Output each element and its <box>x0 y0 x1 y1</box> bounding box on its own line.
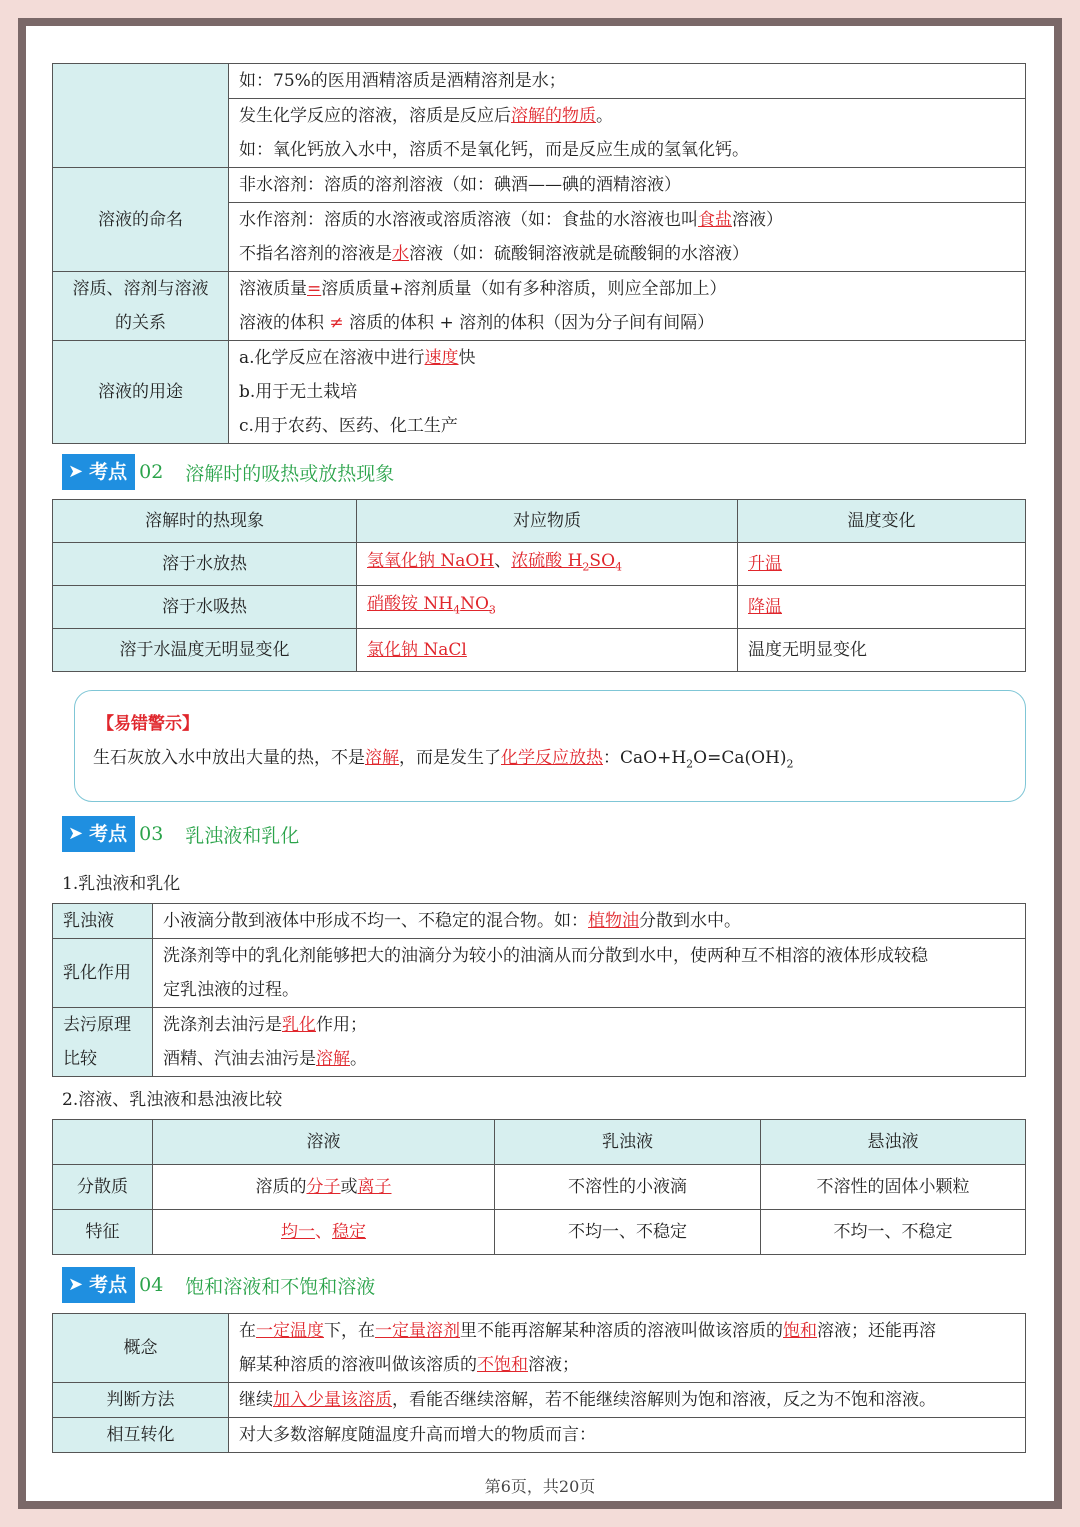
definition-cell: 小液滴分散到液体中形成不均一、不稳定的混合物。如：植物油分散到水中。 <box>153 904 1026 939</box>
row-label: 溶于水温度无明显变化 <box>53 629 357 672</box>
definition-cell: 继续加入少量该溶质，看能否继续溶解，若不能继续溶解则为饱和溶液，反之为不饱和溶液。 <box>229 1383 1026 1418</box>
row-text: a.化学反应在溶液中进行速度快 <box>239 348 476 368</box>
warning-text: 生石灰放入水中放出大量的热，不是溶解，而是发生了化学反应放热：$CaO+H_2O=Ca(OH)_2$ <box>93 748 794 771</box>
section-03-heading <box>62 816 299 852</box>
row-label: 相互转化 <box>53 1418 229 1453</box>
use-cell <box>229 341 1026 444</box>
saturation-table <box>52 1313 1026 1453</box>
row-label: 判断方法 <box>53 1383 229 1418</box>
row-label: 特征 <box>53 1210 153 1255</box>
blank-label-cell <box>53 64 229 168</box>
section-tag: ➤ 考点 <box>62 1267 135 1303</box>
page-number: 第6页，共20页 <box>484 1477 596 1496</box>
document-page <box>26 26 1054 1501</box>
table-cell: 溶质的分子或离子 <box>153 1165 495 1210</box>
subheading: 2.溶液、乳浊液和悬浊液比较 <box>62 1090 283 1110</box>
column-header: 对应物质 <box>357 500 738 543</box>
row-label: 溶于水放热 <box>53 543 357 586</box>
relation-cell <box>229 272 1026 341</box>
naming-cell <box>229 168 1026 272</box>
row-text: 如：氧化钙放入水中，溶质不是氧化钙，而是反应生成的氢氧化钙。 <box>239 140 749 160</box>
naming-label: 溶液的命名 <box>53 168 229 272</box>
row-text: 溶液的体积 ≠ 溶质的体积 + 溶剂的体积（因为分子间有间隔） <box>239 313 715 333</box>
row-text: c.用于农药、医药、化工生产 <box>239 416 458 436</box>
row-text: 发生化学反应的溶液，溶质是反应后溶解的物质。 <box>239 106 613 126</box>
table-cell: 均一、稳定 <box>153 1210 495 1255</box>
section-title: 饱和溶液和不饱和溶液 <box>185 1275 376 1298</box>
column-header <box>53 1120 153 1165</box>
section-number: 03 <box>139 823 164 845</box>
section-number: 02 <box>139 461 164 483</box>
row-text: 不指名溶剂的溶液是水溶液（如：硫酸铜溶液就是硫酸铜的水溶液） <box>239 244 749 264</box>
definition-cell: 洗涤剂去油污是乳化作用； 酒精、汽油去油污是溶解。 <box>153 1008 1026 1077</box>
section-title: 乳浊液和乳化 <box>185 824 300 847</box>
warning-box <box>74 690 1026 802</box>
section-04-heading <box>62 1267 375 1303</box>
use-label: 溶液的用途 <box>53 341 229 444</box>
row-label: 概念 <box>53 1314 229 1383</box>
heat-table <box>52 499 1026 672</box>
row-text: 如：75%的医用酒精溶质是酒精溶剂是水； <box>229 64 1025 99</box>
comparison-table <box>52 1119 1026 1255</box>
column-header: 溶解时的热现象 <box>53 500 357 543</box>
temp-cell: 升温 <box>738 543 1026 586</box>
temp-cell: 温度无明显变化 <box>738 629 1026 672</box>
column-header: 温度变化 <box>738 500 1026 543</box>
row-label: 去污原理 比较 <box>53 1008 153 1077</box>
section-title: 溶解时的吸热或放热现象 <box>185 462 395 485</box>
arrow-icon: ➤ <box>68 1274 84 1295</box>
table-cell: 不溶性的小液滴 <box>495 1165 761 1210</box>
row-text: 非水溶剂：溶质的溶剂溶液（如：碘酒——碘的酒精溶液） <box>229 168 1025 203</box>
column-header: 悬浊液 <box>761 1120 1026 1165</box>
warning-title: 【易错警示】 <box>97 714 199 734</box>
definition-cell: 在一定温度下，在一定量溶剂里不能再溶解某种溶质的溶液叫做该溶质的饱和溶液；还能再溶 解某种溶质的溶液叫做该溶质的不饱和溶液； <box>229 1314 1026 1383</box>
relation-label: 溶质、溶剂与溶液 的关系 <box>53 272 229 341</box>
section-tag: ➤ 考点 <box>62 816 135 852</box>
substance-cell: 氢氧化钠 NaOH、浓硫酸 $H_2SO_4$ <box>357 543 738 586</box>
section-tag: ➤ 考点 <box>62 454 135 490</box>
temp-cell: 降温 <box>738 586 1026 629</box>
row-label: 溶于水吸热 <box>53 586 357 629</box>
emulsion-table <box>52 903 1026 1077</box>
column-header: 乳浊液 <box>495 1120 761 1165</box>
arrow-icon: ➤ <box>68 461 84 482</box>
substance-cell: 氯化钠 NaCl <box>357 629 738 672</box>
solution-table <box>52 63 1026 444</box>
table-cell: 不均一、不稳定 <box>761 1210 1026 1255</box>
subheading: 1.乳浊液和乳化 <box>62 874 181 894</box>
table-cell: 不均一、不稳定 <box>495 1210 761 1255</box>
row-text: 溶液质量=溶质质量+溶剂质量（如有多种溶质，则应全部加上） <box>239 279 727 299</box>
column-header: 溶液 <box>153 1120 495 1165</box>
row-label: 分散质 <box>53 1165 153 1210</box>
substance-cell: 硝酸铵 $NH_4NO_3$ <box>357 586 738 629</box>
definition-cell: 洗涤剂等中的乳化剂能够把大的油滴分为较小的油滴从而分散到水中，使两种互不相溶的液体形成较稳 定乳浊液的过程。 <box>153 939 1026 1008</box>
row-text: 水作溶剂：溶质的水溶液或溶质溶液（如：食盐的水溶液也叫食盐溶液） <box>239 210 783 230</box>
table-cell: 不溶性的固体小颗粒 <box>761 1165 1026 1210</box>
row-label: 乳化作用 <box>53 939 153 1008</box>
arrow-icon: ➤ <box>68 823 84 844</box>
definition-cell: 对大多数溶解度随温度升高而增大的物质而言： <box>229 1418 1026 1453</box>
section-02-heading <box>62 454 394 490</box>
section-number: 04 <box>139 1274 164 1296</box>
row-text: b.用于无土栽培 <box>239 382 358 402</box>
row-label: 乳浊液 <box>53 904 153 939</box>
example-cell <box>229 64 1026 168</box>
